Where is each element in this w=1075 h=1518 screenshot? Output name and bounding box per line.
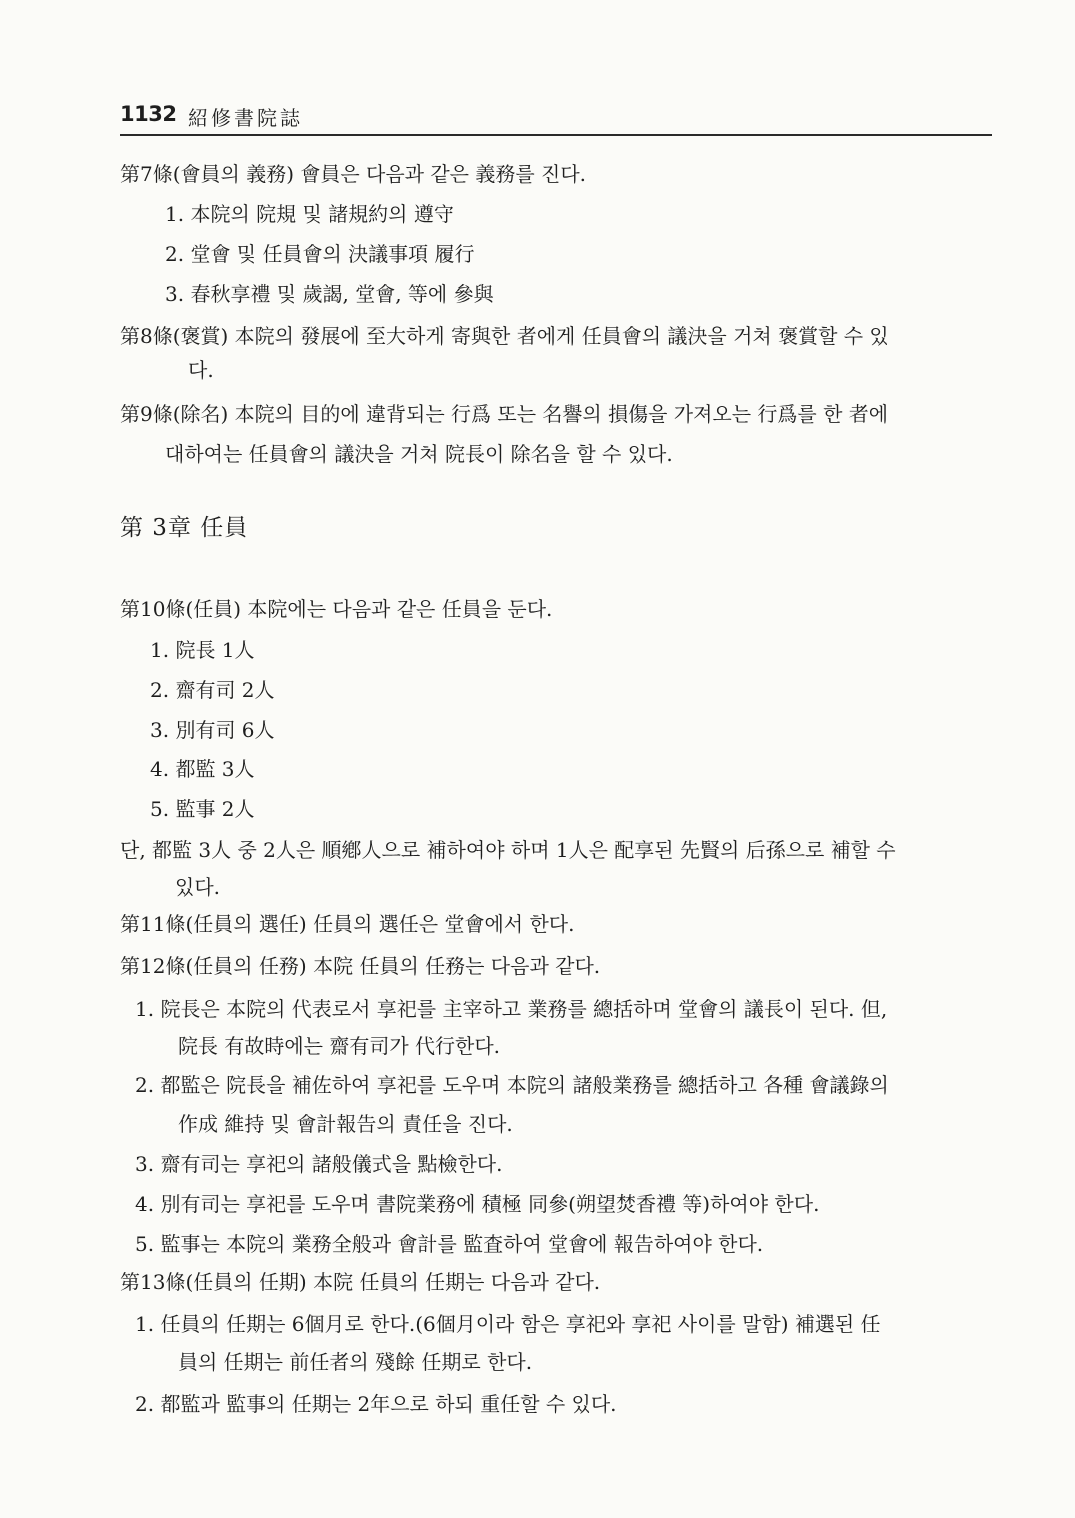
article-12-item-2-line-2: 作成 維持 및 會計報告의 責任을 진다.	[178, 1112, 513, 1136]
article-12-item-3: 3. 齋有司는 享祀의 諸般儀式을 點檢한다.	[135, 1152, 503, 1176]
article-10-heading: 第10條(任員) 本院에는 다음과 같은 任員을 둔다.	[120, 597, 553, 621]
article-7-item-2: 2. 堂會 및 任員會의 決議事項 履行	[165, 242, 475, 266]
page-header	[120, 100, 992, 136]
article-12-item-4: 4. 別有司는 享祀를 도우며 書院業務에 積極 同參(朔望焚香禮 等)하여야 한다.	[135, 1192, 820, 1216]
article-7-item-1: 1. 本院의 院規 및 諸規約의 遵守	[165, 202, 454, 226]
article-10-item-1: 1. 院長 1人	[150, 638, 255, 662]
article-12-item-5: 5. 監事는 本院의 業務全般과 會計를 監査하여 堂會에 報告하여야 한다.	[135, 1232, 764, 1256]
article-12-item-2-line-1: 2. 都監은 院長을 補佐하여 享祀를 도우며 本院의 諸般業務를 總括하고 各種 會議錄의	[135, 1073, 889, 1097]
article-10-item-3: 3. 別有司 6人	[150, 718, 275, 742]
article-12-heading: 第12條(任員의 任務) 本院 任員의 任務는 다음과 같다.	[120, 954, 601, 978]
article-8-line-2: 다.	[188, 358, 214, 382]
article-10-item-4: 4. 都監 3人	[150, 757, 255, 781]
article-12-item-1-line-1: 1. 院長은 本院의 代表로서 享祀를 主宰하고 業務를 總括하며 堂會의 議長이 된다. 但,	[135, 997, 888, 1021]
article-7-heading: 第7條(會員의 義務) 會員은 다음과 같은 義務를 진다.	[120, 162, 587, 186]
article-10-item-2: 2. 齋有司 2人	[150, 678, 275, 702]
chapter-3-heading: 第 3章 任員	[120, 515, 249, 541]
book-title: 紹修書院誌	[188, 106, 303, 130]
article-9-line-2: 대하여는 任員會의 議決을 거쳐 院長이 除名을 할 수 있다.	[165, 442, 673, 466]
article-13-item-1-line-2: 員의 任期는 前任者의 殘餘 任期로 한다.	[178, 1350, 533, 1374]
article-11: 第11條(任員의 選任) 任員의 選任은 堂會에서 한다.	[120, 912, 575, 936]
article-12-item-1-line-2: 院長 有故時에는 齋有司가 代行한다.	[178, 1034, 501, 1058]
article-13-item-1-line-1: 1. 任員의 任期는 6個月로 한다.(6個月이라 함은 享祀와 享祀 사이를 말함) 補選된 任	[135, 1312, 881, 1336]
article-10-item-5: 5. 監事 2人	[150, 797, 255, 821]
article-7-item-3: 3. 春秋享禮 및 歲謁, 堂會, 等에 參與	[165, 282, 494, 306]
page-number: 1132	[120, 102, 177, 126]
article-9-line-1: 第9條(除名) 本院의 目的에 違背되는 行爲 또는 名譽의 損傷을 가져오는 行爲를 한 者에	[120, 402, 889, 426]
article-13-item-2: 2. 都監과 監事의 任期는 2年으로 하되 重任할 수 있다.	[135, 1392, 617, 1416]
article-10-note-line-1: 단, 都監 3人 중 2人은 順鄕人으로 補하여야 하며 1人은 配享된 先賢의 后孫으로 補할 수	[120, 838, 896, 862]
article-8-line-1: 第8條(褒賞) 本院의 發展에 至大하게 寄與한 者에게 任員會의 議決을 거쳐 褒賞할 수 있	[120, 324, 889, 348]
article-10-note-line-2: 있다.	[175, 875, 220, 899]
article-13-heading: 第13條(任員의 任期) 本院 任員의 任期는 다음과 같다.	[120, 1270, 601, 1294]
